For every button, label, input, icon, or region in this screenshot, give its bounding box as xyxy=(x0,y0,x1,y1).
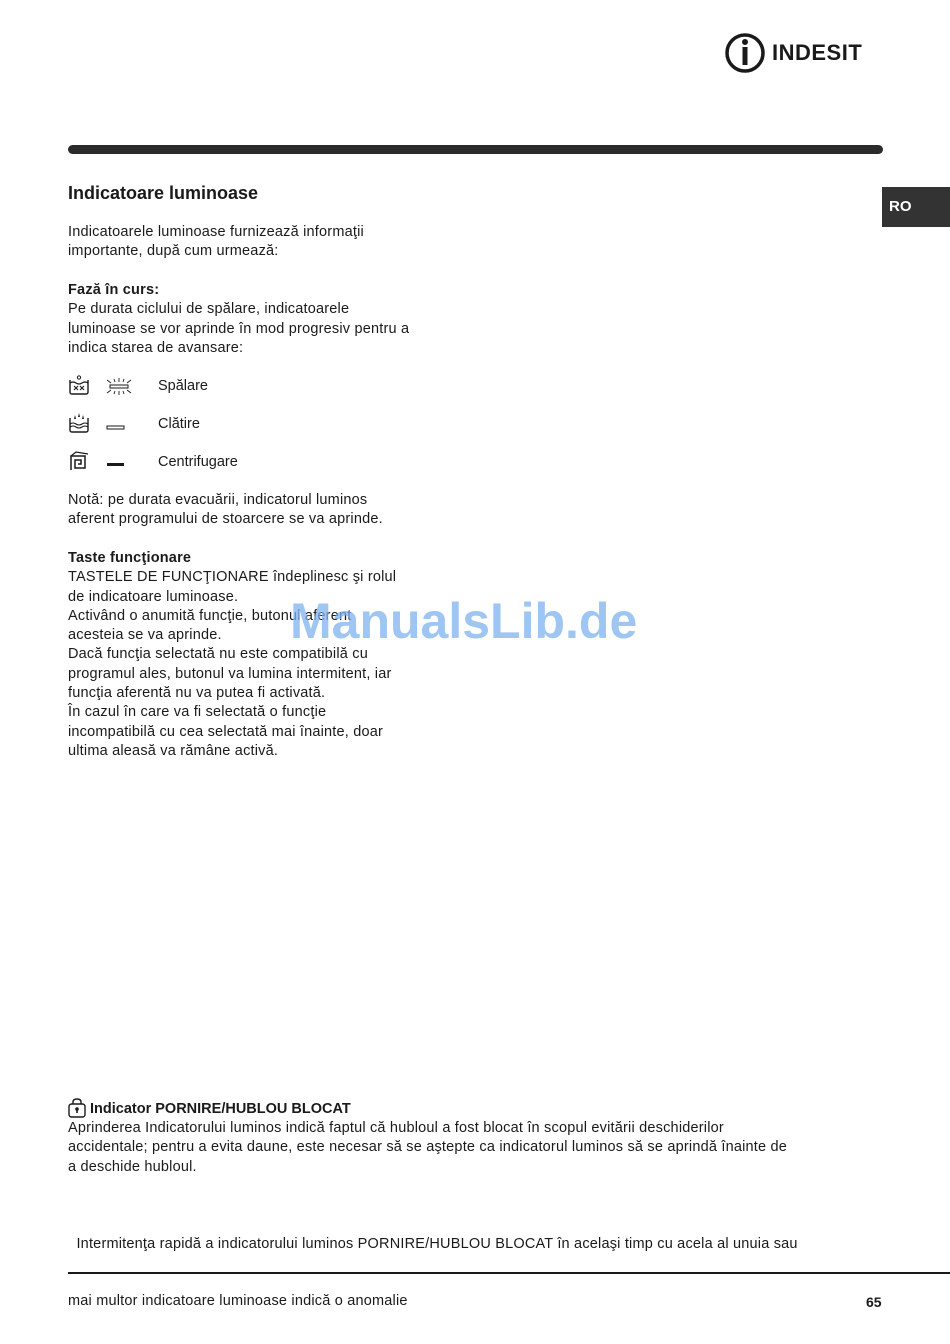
led-blinking-icon xyxy=(104,376,134,396)
intro-paragraph: Indicatoarele luminoase furnizează informaţii importante, după cum urmează: xyxy=(68,224,364,260)
phase-line: luminoase se vor aprinde în mod progresiv pentru a xyxy=(68,320,410,337)
function-keys-line: Activând o anumită funcţie, butonul aferent xyxy=(68,607,352,624)
lock-line: mai multor indicatoare luminoase indică o anomalie xyxy=(68,1293,408,1310)
note-block xyxy=(68,491,383,530)
phase-item-spin xyxy=(68,450,368,474)
function-keys-line: Dacă funcţia selectată nu este compatibilă cu xyxy=(68,646,368,663)
top-divider xyxy=(68,145,883,154)
lock-heading: Indicator PORNIRE/HUBLOU BLOCAT xyxy=(90,1101,351,1117)
lock-paragraph-2 xyxy=(68,1196,798,1331)
note-line: aferent programului de stoarcere se va aprinde. xyxy=(68,511,383,528)
lock-line: Intermitenţa rapidă a indicatorului luminos PORNIRE/HUBLOU BLOCAT în acelaşi timp cu acela al unuia sau xyxy=(68,1235,798,1252)
function-keys-heading: Taste funcţionare xyxy=(68,550,192,566)
function-keys-line: ultima aleasă va rămâne activă. xyxy=(68,742,279,759)
indesit-logo-icon xyxy=(724,32,766,74)
function-keys-line: programul ales, butonul va lumina intermitent, iar xyxy=(68,665,392,682)
lock-paragraph-1 xyxy=(68,1119,787,1177)
spin-icon xyxy=(68,450,90,472)
language-tab: RO xyxy=(882,187,950,227)
phase-line: indica starea de avansare: xyxy=(68,339,244,356)
function-keys-line: funcţia aferentă nu va putea fi activată. xyxy=(68,685,326,702)
function-keys-line: incompatibilă cu cea selectată mai înainte, doar xyxy=(68,723,384,740)
phase-line: Pe durata ciclului de spălare, indicatoarele xyxy=(68,301,350,318)
function-keys-line: În cazul în care va fi selectată o funcţie xyxy=(68,704,327,721)
section-title: Indicatoare luminoase xyxy=(68,183,259,203)
rinse-icon xyxy=(68,412,90,434)
lock-line: a deschide hubloul. xyxy=(68,1158,197,1175)
phase-item-label: Centrifugare xyxy=(158,454,238,470)
watermark: ManualsLib.de xyxy=(290,593,638,649)
wash-icon xyxy=(68,374,90,396)
function-keys-line: de indicatoare luminoase. xyxy=(68,588,239,605)
page-number: 65 xyxy=(866,1294,882,1310)
function-keys-line: acesteia se va aprinde. xyxy=(68,627,222,644)
phase-block xyxy=(68,281,409,358)
function-keys-block xyxy=(68,549,396,761)
indesit-logo xyxy=(724,32,884,74)
phase-heading: Fază în curs: xyxy=(68,282,160,298)
brand-name: INDESIT xyxy=(772,40,863,65)
phase-item-label: Clătire xyxy=(158,416,200,432)
lock-line: Aprinderea Indicatorului luminos indică faptul că hubloul a fost blocat în scopul evitării deschiderilor xyxy=(68,1120,724,1136)
phase-item-label: Spălare xyxy=(158,378,208,394)
bottom-divider xyxy=(68,1272,950,1274)
led-on-icon xyxy=(104,452,134,472)
phase-item-wash xyxy=(68,374,368,398)
phase-item-rinse xyxy=(68,412,368,436)
lock-icon xyxy=(68,1098,86,1118)
lock-line: accidentale; pentru a evita daune, este necesar să se aştepte ca indicatorul luminos să se aprindă înainte de xyxy=(68,1139,788,1156)
function-keys-line: TASTELE DE FUNCŢIONARE îndeplinesc şi rolul xyxy=(68,569,397,586)
led-off-icon xyxy=(104,414,134,434)
note-line: Notă: pe durata evacuării, indicatorul luminos xyxy=(68,492,368,508)
